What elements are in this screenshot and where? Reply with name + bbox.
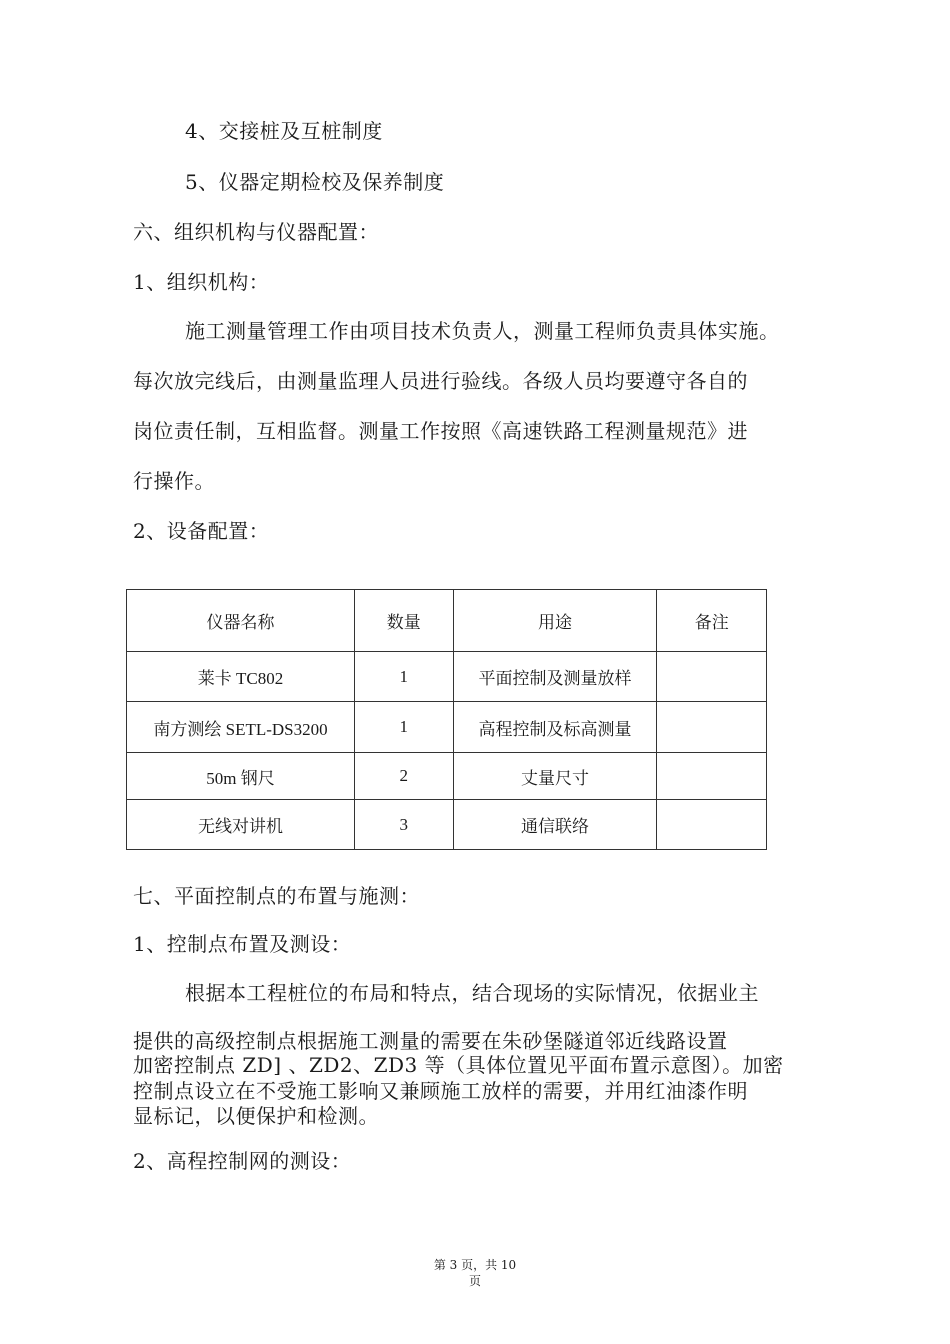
section-7-heading: 七、平面控制点的布置与施测： — [133, 884, 420, 908]
table-cell: 50m 钢尺 — [127, 753, 355, 800]
para-line-3: 加密控制点 ZD] 、ZD2、ZD3 等（具体位置见平面布置示意图）。加密 — [133, 1053, 784, 1077]
table-cell: 1 — [355, 702, 454, 753]
table-cell: 通信联络 — [453, 800, 657, 850]
table-cell: 南方测绘 SETL-DS3200 — [127, 702, 355, 753]
para-line-3: 岗位责任制，互相监督。测量工作按照《高速铁路工程测量规范》进 — [133, 419, 748, 443]
page-number-line-2: 页 — [468, 1274, 481, 1288]
para-line-1: 根据本工程桩位的布局和特点，结合现场的实际情况，依据业主 — [185, 981, 759, 1005]
para-line-2: 提供的高级控制点根据施工测量的需要在朱砂堡隧道邻近线路设置 — [133, 1029, 728, 1053]
table-cell: 无线对讲机 — [127, 800, 355, 850]
table-cell: 莱卡 TC802 — [127, 652, 355, 702]
section-7-sub-2: 2、高程控制网的测设： — [133, 1149, 352, 1173]
para-line-4: 行操作。 — [133, 469, 215, 493]
table-cell: 2 — [355, 753, 454, 800]
header-cell: 备注 — [657, 590, 767, 652]
header-cell: 仪器名称 — [127, 590, 355, 652]
header-cell: 数量 — [355, 590, 454, 652]
table-cell: 平面控制及测量放样 — [453, 652, 657, 702]
section-6-heading: 六、组织机构与仪器配置： — [133, 220, 379, 244]
equipment-table — [126, 589, 767, 850]
page-footer — [0, 1257, 950, 1289]
table-cell: 丈量尺寸 — [453, 753, 657, 800]
section-6-sub-1: 1、组织机构： — [133, 270, 270, 294]
table-row — [127, 652, 767, 702]
table-row — [127, 800, 767, 850]
table-cell: 1 — [355, 652, 454, 702]
table-cell — [657, 800, 767, 850]
table-cell — [657, 702, 767, 753]
item-4: 4、交接桩及互桩制度 — [185, 119, 383, 143]
header-cell: 用途 — [453, 590, 657, 652]
section-7-sub-1: 1、控制点布置及测设： — [133, 932, 352, 956]
item-5: 5、仪器定期检校及保养制度 — [185, 170, 445, 194]
para-line-5: 显标记，以便保护和检测。 — [133, 1104, 379, 1128]
para-line-1: 施工测量管理工作由项目技术负责人，测量工程师负责具体实施。 — [185, 319, 780, 343]
table-header-row — [127, 590, 767, 652]
table-cell — [657, 753, 767, 800]
section-6-sub-2: 2、设备配置： — [133, 519, 270, 543]
para-line-4: 控制点设立在不受施工影响又兼顾施工放样的需要，并用红油漆作明 — [133, 1079, 748, 1103]
table-cell — [657, 652, 767, 702]
page-number-line-1: 第 3 页，共 10 — [433, 1258, 517, 1272]
table-cell: 高程控制及标高测量 — [453, 702, 657, 753]
table-row — [127, 753, 767, 800]
table-cell: 3 — [355, 800, 454, 850]
para-line-2: 每次放完线后，由测量监理人员进行验线。各级人员均要遵守各自的 — [133, 369, 748, 393]
table-row — [127, 702, 767, 753]
